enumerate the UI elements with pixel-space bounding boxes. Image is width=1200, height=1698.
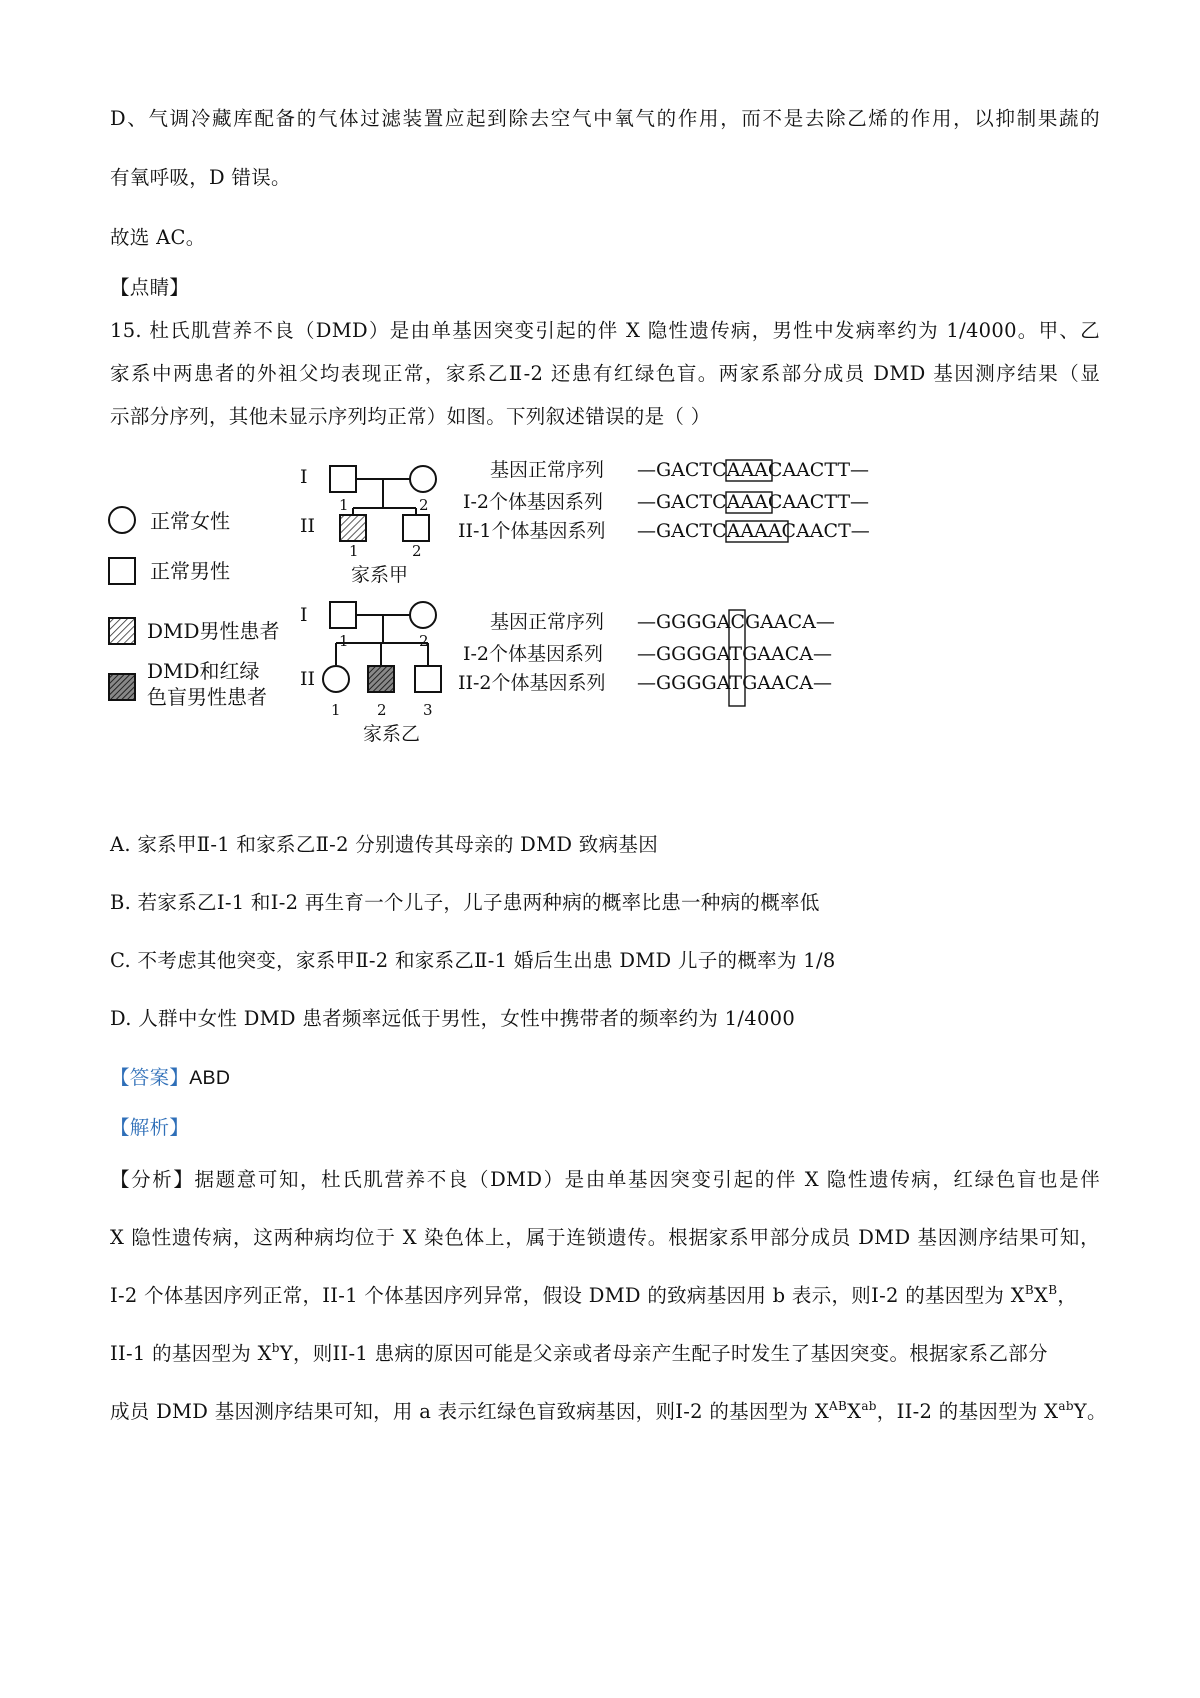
analysis-line4: II-1 的基因型为 $X^bY$，则II-1 患病的原因可能是父亲或者母亲产生配子时发生了基因突变。根据家系乙部分: [110, 1341, 1048, 1365]
answer-value: ABD: [189, 1067, 231, 1089]
family-a-i2: [410, 466, 436, 492]
legend-normal-female: 正常女性: [150, 509, 230, 533]
dmd-male-symbol: [109, 618, 135, 644]
answer-tag: 【答案】: [110, 1066, 190, 1089]
family-b-gen-2: II: [300, 668, 316, 690]
normal-female-symbol: [109, 507, 135, 533]
family-a-sequences: [458, 459, 870, 542]
legend: [109, 507, 280, 709]
legend-dmd-cb-1: DMD和红绿: [147, 659, 260, 683]
svg-text:1: 1: [331, 701, 341, 719]
family-a-i1: [330, 466, 356, 492]
family-b-gen-1: I: [300, 604, 308, 626]
family-a-gen-1: I: [300, 466, 308, 488]
family-b-sequences: [458, 610, 835, 706]
dmd-colorblind-male-symbol: [109, 674, 135, 700]
svg-text:—GACTCAAACAACTT—: —GACTCAAACAACTT—: [637, 491, 870, 513]
previous-answer: 故选 AC。: [110, 226, 206, 249]
option-d: D. 人群中女性 DMD 患者频率远低于男性，女性中携带者的频率约为 1/4000: [110, 1007, 796, 1030]
family-b-seq-label-2: II-2个体基因系列: [458, 672, 606, 694]
analysis-line2: X 隐性遗传病，这两种病均位于 X 染色体上，属于连锁遗传。根据家系甲部分成员 DMD 基因测序结果可知，: [110, 1226, 1100, 1249]
option-a: A. 家系甲Ⅱ-1 和家系乙Ⅱ-2 分别遗传其母亲的 DMD 致病基因: [110, 833, 659, 856]
svg-text:2: 2: [377, 701, 387, 719]
family-b-ii2: [368, 666, 394, 692]
family-b-pedigree: [300, 602, 441, 745]
family-b-label: 家系乙: [363, 723, 421, 745]
option-d-explanation-line2: 有氧呼吸，D 错误。: [110, 166, 291, 189]
option-c: C. 不考虑其他突变，家系甲Ⅱ-2 和家系乙Ⅱ-1 婚后生出患 DMD 儿子的概率为 1/8: [110, 949, 836, 972]
family-b-i1: [330, 602, 356, 628]
svg-text:—GGGGATGAACA—: —GGGGATGAACA—: [637, 643, 832, 665]
answer-line: [110, 1062, 230, 1090]
svg-text:1: 1: [339, 632, 349, 650]
question-line1: 15. 杜氏肌营养不良（DMD）是由单基因突变引起的伴 X 隐性遗传病，男性中发病率约为 1/4000。甲、乙: [110, 319, 1100, 342]
family-b-seq-label-0: 基因正常序列: [490, 611, 605, 633]
family-a-ii1: [340, 515, 366, 541]
analysis-line1: 【分析】据题意可知，杜氏肌营养不良（DMD）是由单基因突变引起的伴 X 隐性遗传病，红绿色盲也是伴: [110, 1168, 1100, 1191]
svg-text:—GACTCAAAACAACT—: —GACTCAAAACAACT—: [637, 520, 870, 542]
svg-text:—GGGGATGAACA—: —GGGGATGAACA—: [637, 672, 832, 694]
family-b-i2: [410, 602, 436, 628]
family-a-label: 家系甲: [351, 564, 409, 586]
svg-text:—GGGGACGAACA—: —GGGGACGAACA—: [637, 611, 835, 633]
legend-dmd-male: DMD男性患者: [147, 619, 280, 643]
svg-text:—GACTCAAACAACTT—: —GACTCAAACAACTT—: [637, 459, 870, 481]
pedigree-figure: [105, 459, 925, 798]
analysis-heading: 【解析】: [110, 1116, 190, 1139]
family-a-seq-label-1: I-2个体基因系列: [463, 491, 604, 513]
legend-dmd-cb-2: 色盲男性患者: [147, 685, 267, 709]
family-a-ii2: [403, 515, 429, 541]
svg-text:1: 1: [349, 542, 359, 560]
svg-text:2: 2: [419, 632, 429, 650]
question-line3: 示部分序列，其他未显示序列均正常）如图。下列叙述错误的是（ ）: [110, 405, 711, 428]
option-b: B. 若家系乙Ⅰ-1 和Ⅰ-2 再生育一个儿子，儿子患两种病的概率比患一种病的概率低: [110, 891, 820, 914]
family-a-seq-label-2: II-1个体基因系列: [458, 520, 606, 542]
svg-text:2: 2: [419, 496, 429, 514]
dianjing-heading: 【点睛】: [110, 276, 190, 299]
svg-text:2: 2: [412, 542, 422, 560]
family-b-ii3: [415, 666, 441, 692]
normal-male-symbol: [109, 558, 135, 584]
svg-text:1: 1: [339, 496, 349, 514]
svg-text:3: 3: [423, 701, 433, 719]
family-a-gen-2: II: [300, 515, 316, 537]
question-line2: 家系中两患者的外祖父均表现正常，家系乙Ⅱ-2 还患有红绿色盲。两家系部分成员 DMD 基因测序结果（显: [110, 362, 1100, 385]
family-b-ii1: [323, 666, 349, 692]
family-b-seq-label-1: I-2个体基因系列: [463, 643, 604, 665]
analysis-line3: I-2 个体基因序列正常，II-1 个体基因序列异常，假设 DMD 的致病基因用 b 表示，则I-2 的基因型为 $X^BX^B$，: [110, 1283, 1078, 1307]
analysis-line5: 成员 DMD 基因测序结果可知，用 a 表示红绿色盲致病基因，则I-2 的基因型为 $X^{AB}X^{ab}$，II-2 的基因型为 $X^{ab}Y$。: [110, 1399, 1107, 1423]
legend-normal-male: 正常男性: [150, 559, 230, 583]
option-d-explanation-line1: D、气调冷藏库配备的气体过滤装置应起到除去空气中氧气的作用，而不是去除乙烯的作用，以抑制果蔬的: [110, 107, 1100, 130]
family-a-pedigree: [300, 466, 436, 586]
family-a-seq-label-0: 基因正常序列: [490, 459, 605, 481]
